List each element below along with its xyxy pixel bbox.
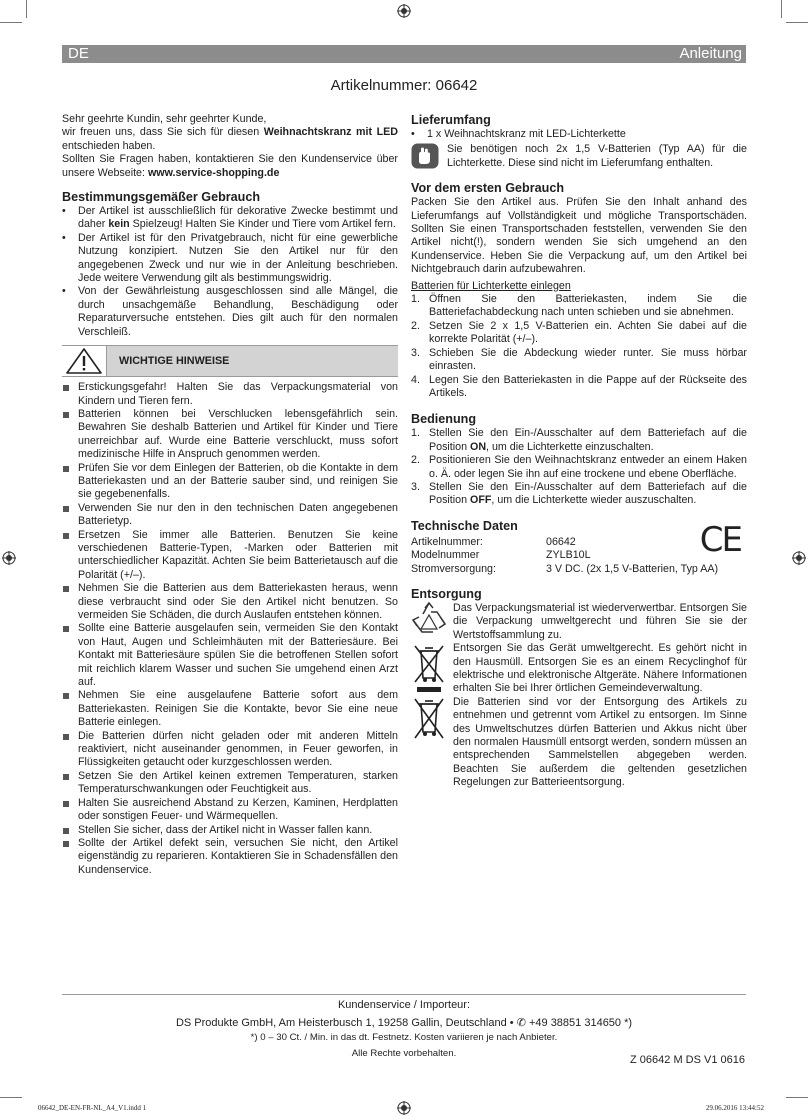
- header-bar: [62, 45, 746, 63]
- list-item: • Der Artikel ist für den Privatgebrauch, nicht für eine gewerbliche Nutzung konzipiert. Nutzen Sie den Artikel nur für den angegebenen Zweck und nur wie in der Anleitung beschrieben. Jede weitere Verwendung gilt als bestimmungswidrig.: [62, 231, 398, 285]
- registration-mark-left-icon: [2, 551, 16, 565]
- battery-steps: [411, 293, 747, 400]
- print-date: 29.06.2016 13:44:52: [705, 1104, 764, 1112]
- tech-section: [411, 519, 747, 576]
- crop-mark: [786, 22, 808, 23]
- registration-mark-top-icon: [397, 4, 411, 18]
- website-link[interactable]: www.service-shopping.de: [147, 166, 280, 179]
- section-title-entsorgung: Entsorgung: [411, 586, 482, 601]
- entsorgung-batteries: Die Batterien sind vor der Entsorgung des Artikels zu entnehmen und getrennt vom Artikel zu entsorgen. Im Sinne des Umweltschutzes dürfen Batterien und Akkus nicht über den normalen Hausmüll entsorgt werden, sondern müssen an entsprechenden Sammelstellen abgegeben werden. Beachten Sie außerdem die geltenden gesetzlichen Regelungen zur Batterieentsorgung.: [411, 696, 747, 790]
- article-number-title: Artikelnummer: 06642: [330, 77, 478, 94]
- section-title-bestimmung: Bestimmungsgemäßer Gebrauch: [62, 190, 261, 205]
- warning-label: WICHTIGE HINWEISE: [107, 346, 398, 376]
- warning-item: Halten Sie ausreichend Abstand zu Kerzen, Kaminen, Herdplatten oder sonstigen Feuer- und Wärmequellen.: [62, 797, 398, 824]
- section-title-lieferumfang: Lieferumfang: [411, 113, 491, 127]
- footer-divider: [62, 994, 746, 995]
- intro-paragraph: wir freuen uns, dass Sie sich für diesen Weihnachtskranz mit LED entschieden haben.: [62, 126, 398, 152]
- phone-icon: ✆: [516, 1017, 526, 1029]
- crop-mark: [0, 22, 22, 23]
- warning-item: Nehmen Sie eine ausgelaufene Batterie sofort aus dem Batteriekasten. Reinigen Sie die Kontakte, bevor Sie eine neue Batterie einlegen.: [62, 689, 398, 729]
- footer-service-label: Kundenservice / Importeur:: [337, 999, 471, 1011]
- indd-filename: 06642_DE-EN-FR-NL_A4_V1.indd 1: [38, 1104, 147, 1112]
- tech-row: Stromversorgung: 3 V DC. (2x 1,5 V-Batterien, Typ AA): [411, 562, 719, 575]
- weee-bin-icon: [411, 642, 447, 694]
- list-item: 1. Stellen Sie den Ein-/Ausschalter auf dem Batteriefach auf die Position ON, um die Lichterkette einzuschalten.: [411, 427, 747, 453]
- step-item: 4. Legen Sie den Batteriekasten in die Pappe auf der Rückseite des Artikels.: [411, 373, 747, 399]
- intro-greeting: Sehr geehrte Kundin, sehr geehrter Kunde,: [62, 113, 267, 125]
- header-label: Anleitung: [679, 45, 742, 62]
- tech-row: Artikelnummer: 06642: [411, 535, 576, 548]
- warning-item: Verwenden Sie nur den in den technischen Daten angegebenen Batterietyp.: [62, 502, 398, 529]
- warning-item: Prüfen Sie vor dem Einlegen der Batterien, ob die Kontakte in dem Batteriekasten und an der Batterie sauber sind, und reinigen Sie sie gegebenenfalls.: [62, 462, 398, 502]
- warning-item: Sollte der Artikel defekt sein, versuchen Sie nicht, den Artikel eigenständig zu reparieren. Kontaktieren Sie in Schadensfällen den Kundenservice.: [62, 837, 398, 877]
- list-item: 2. Positionieren Sie den Weihnachtskranz entweder an einem Haken o. Ä. oder legen Sie ihn auf eine trockene und ebene Oberfläche.: [411, 454, 747, 480]
- warning-banner: [62, 345, 398, 377]
- entsorgung-device: Entsorgen Sie das Gerät umweltgerecht. Es gehört nicht in den Hausmüll. Entsorgen Sie es an einem Recyclinghof für elektrische und elektronische Altgeräte. Nähere Informationen erhalten Sie bei Ihrer örtlichen Gemeindeverwaltung.: [411, 642, 747, 696]
- crop-mark: [26, 0, 27, 18]
- warning-item: Erstickungsgefahr! Halten Sie das Verpackungsmaterial von Kindern und Tieren fern.: [62, 381, 398, 408]
- subsection-title-batterien: Batterien für Lichterkette einlegen: [411, 279, 571, 292]
- crop-mark: [781, 0, 782, 18]
- footer-cost-note: *) 0 – 30 Ct. / Min. in das dt. Festnetz. Kosten variieren je nach Anbieter.: [250, 1032, 558, 1043]
- recycling-icon: [411, 602, 447, 636]
- hand-info-icon: [411, 143, 439, 169]
- crop-mark: [786, 1097, 808, 1098]
- step-item: 1. Öffnen Sie den Batteriekasten, indem Sie die Batteriefachabdeckung nach unten schieben und sie abnehmen.: [411, 293, 747, 319]
- language-code: DE: [68, 45, 89, 62]
- warning-item: Nehmen Sie die Batterien aus dem Batteriekasten heraus, wenn diese verbraucht sind oder Sie den Artikel nicht benutzen. So vermeiden Sie Schäden, die durch Auslaufen entstehen können.: [62, 582, 398, 622]
- left-column: [62, 113, 398, 877]
- footer-address: DS Produkte GmbH, Am Heisterbusch 1, 19258 Gallin, Deutschland • ✆ +49 38851 314650 *): [175, 1017, 633, 1029]
- section-title-bedienung: Bedienung: [411, 412, 477, 427]
- step-item: 3. Schieben Sie die Abdeckung wieder runter. Sie muss hörbar einrasten.: [411, 346, 747, 373]
- warning-item: Die Batterien dürfen nicht geladen oder mit anderen Mitteln reaktiviert, nicht auseinander genommen, in Feuer geworfen, in Flüssigkeiten getaucht oder kurzgeschlossen werden.: [62, 730, 398, 770]
- tech-table: [411, 536, 747, 576]
- warning-item: Sollte eine Batterie ausgelaufen sein, vermeiden Sie den Kontakt von Haut, Augen und Schleimhäuten mit der Batteriesäure. Bei Kontakt mit Batteriesäure spülen Sie die betroffenen Stellen sofort mit reichlich klarem Wasser und suchen Sie umgehend einen Arzt auf.: [62, 622, 398, 689]
- list-item: • Von der Gewährleistung ausgeschlossen sind alle Mängel, die durch unsachgemäße Behandlung, Beschädigung oder Reparaturversuche entstehen. Dies gilt auch für den normalen Verschleiß.: [62, 285, 398, 338]
- warning-item: Batterien können bei Verschlucken lebensgefährlich sein. Bewahren Sie deshalb Batterien und Artikel für Kinder und Tiere unerreichbar auf. Wurde eine Batterie verschluckt, muss sofort medizinische Hilfe in Anspruch genommen werden.: [62, 408, 398, 462]
- warning-item: Stellen Sie sicher, dass der Artikel nicht in Wasser fallen kann.: [62, 824, 398, 837]
- registration-mark-right-icon: [792, 551, 806, 565]
- tech-row: Modelnummer ZYLB10L: [411, 549, 591, 562]
- document-code: Z 06642 M DS V1 0616: [630, 1054, 745, 1066]
- step-item: 2. Setzen Sie 2 x 1,5 V-Batterien ein. Achten Sie dabei auf die korrekte Polarität (+/–).: [411, 319, 747, 346]
- warning-triangle-icon: [62, 346, 107, 376]
- battery-bin-icon: [411, 696, 447, 744]
- section-title-vor-gebrauch: Vor dem ersten Gebrauch: [411, 181, 565, 196]
- warning-item: Setzen Sie den Artikel keinen extremen Temperaturen, starken Temperaturschwankungen oder Feuchtigkeit aus.: [62, 770, 398, 797]
- list-item: • 1 x Weihnachtskranz mit LED-Lichterkette: [411, 128, 626, 140]
- battery-note: Sie benötigen noch 2x 1,5 V-Batterien (Typ AA) für die Lichterkette. Diese sind nicht im Lieferumfang enthalten.: [411, 143, 747, 170]
- registration-mark-bottom-icon: [397, 1101, 411, 1115]
- warning-list: [62, 381, 398, 877]
- warning-item: Ersetzen Sie immer alle Batterien. Benutzen Sie keine verschiedenen Batterie-Typen, -Marken oder Batterien mit unterschiedlicher Kapazität. Achten Sie beim Batterietausch auf die Polarität (+/–).: [62, 529, 398, 583]
- vor-gebrauch-text: Packen Sie den Artikel aus. Prüfen Sie den Inhalt anhand des Lieferumfangs auf Vollständigkeit und mögliche Transportschäden. Sollten Sie einen Transportschaden feststellen, verwenden Sie den Artikel nicht(!), sondern wenden Sie sich umgehend an den Kundenservice. Heben Sie die Verpackung auf, um den Artikel bei Nichtgebrauch darin aufzubewahren.: [411, 196, 747, 276]
- crop-mark: [0, 1097, 22, 1098]
- right-column: [411, 113, 747, 790]
- section-title-technische-daten: Technische Daten: [411, 518, 518, 533]
- footer-rights: Alle Rechte vorbehalten.: [351, 1048, 457, 1059]
- list-item: • Der Artikel ist ausschließlich für dekorative Zwecke bestimmt und daher kein Spielzeug! Halten Sie Kinder und Tiere vom Artikel fern.: [62, 205, 398, 231]
- intro-contact: Sollten Sie Fragen haben, kontaktieren Sie den Kundenservice über unsere Webseite: www.service-shopping.de: [62, 153, 398, 179]
- list-item: 3. Stellen Sie den Ein-/Ausschalter auf dem Batteriefach auf die Position OFF, um die Lichterkette wieder auszuschalten.: [411, 480, 747, 507]
- entsorgung-packaging: Das Verpackungsmaterial ist wiederverwertbar. Entsorgen Sie die Verpackung umweltgerecht und führen Sie sie der Wertstoffsammlung zu.: [411, 602, 747, 642]
- ce-mark-icon: CE: [699, 519, 741, 560]
